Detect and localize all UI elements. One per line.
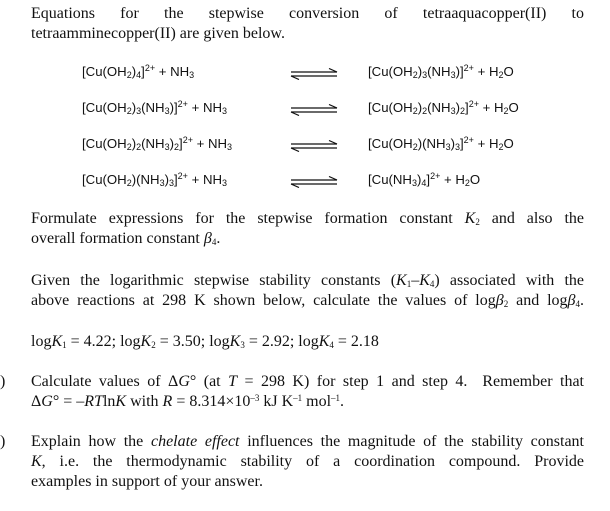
equation-4-rhs: $[Cu(NH_3)_4]^{2+} + H_2O$ xyxy=(368,171,481,188)
question-b-line-2: above reactions at 298 K shown below, calculate the values of logβ$_2$ and logβ$_4$. xyxy=(31,292,584,309)
equilibrium-arrow-icon xyxy=(289,140,339,152)
question-d-line-3: examples in support of your answer. xyxy=(31,473,263,490)
equation-4-lhs: $[Cu(OH_2)(NH_3)_3]^{2+} + NH_3$ xyxy=(82,171,228,188)
question-d-line-1: Explain how the chelate effect influences the magnitude of the stability constant xyxy=(31,433,584,450)
question-c-line-1: Calculate values of ΔG° (at T = 298 K) for step 1 and step 4. Remember that xyxy=(31,373,585,390)
equation-3-rhs: $[Cu(OH_2)(NH_3)_3]^{2+} + H_2O$ xyxy=(368,135,514,152)
equation-1-rhs: $[Cu(OH_2)_3(NH_3)]^{2+} + H_2O$ xyxy=(368,63,514,80)
question-b-line-1: Given the logarithmic stepwise stability constants $(K_1-K_4)$ associated with the xyxy=(31,272,584,289)
question-a-line-1: Formulate expressions for the stepwise formation constant $K_2$ and also the xyxy=(31,210,585,227)
stability-constants: logK$_1$ = 4.22; logK$_2$ = 3.50; logK$_3$ = 2.92; logK$_4$ = 2.18 xyxy=(31,333,379,350)
equation-2-lhs: $[Cu(OH_2)_3(NH_3)]^{2+} + NH_3$ xyxy=(82,99,228,116)
intro-line-2: tetraamminecopper(II) are given below. xyxy=(31,25,285,42)
equilibrium-arrow-icon xyxy=(289,68,339,80)
question-d-line-2: K, i.e. the thermodynamic stability of a coordination compound. Provide xyxy=(31,453,584,470)
intro-line-1: Equations for the stepwise conversion of tetraaquacopper(II) to xyxy=(31,5,584,22)
question-d-marker: ) xyxy=(0,433,6,450)
equation-2-rhs: $[Cu(OH_2)_2(NH_3)_2]^{2+} + H_2O$ xyxy=(368,99,519,116)
question-c-line-2: ΔG° = –RTlnK with $R = 8.314\times 10^{-3}$ kJ $K^{-1}$ mol$^{-1}$. xyxy=(31,393,345,410)
question-c-marker: ) xyxy=(0,373,6,390)
equilibrium-arrow-icon xyxy=(289,176,339,188)
equation-1-lhs: $[Cu(OH_2)_4]^{2+} + NH_3$ xyxy=(82,63,195,80)
question-a-line-2: overall formation constant $\beta_4$. xyxy=(31,230,221,247)
equilibrium-arrow-icon xyxy=(289,104,339,116)
equation-3-lhs: $[Cu(OH_2)_2(NH_3)_2]^{2+} + NH_3$ xyxy=(82,135,233,152)
